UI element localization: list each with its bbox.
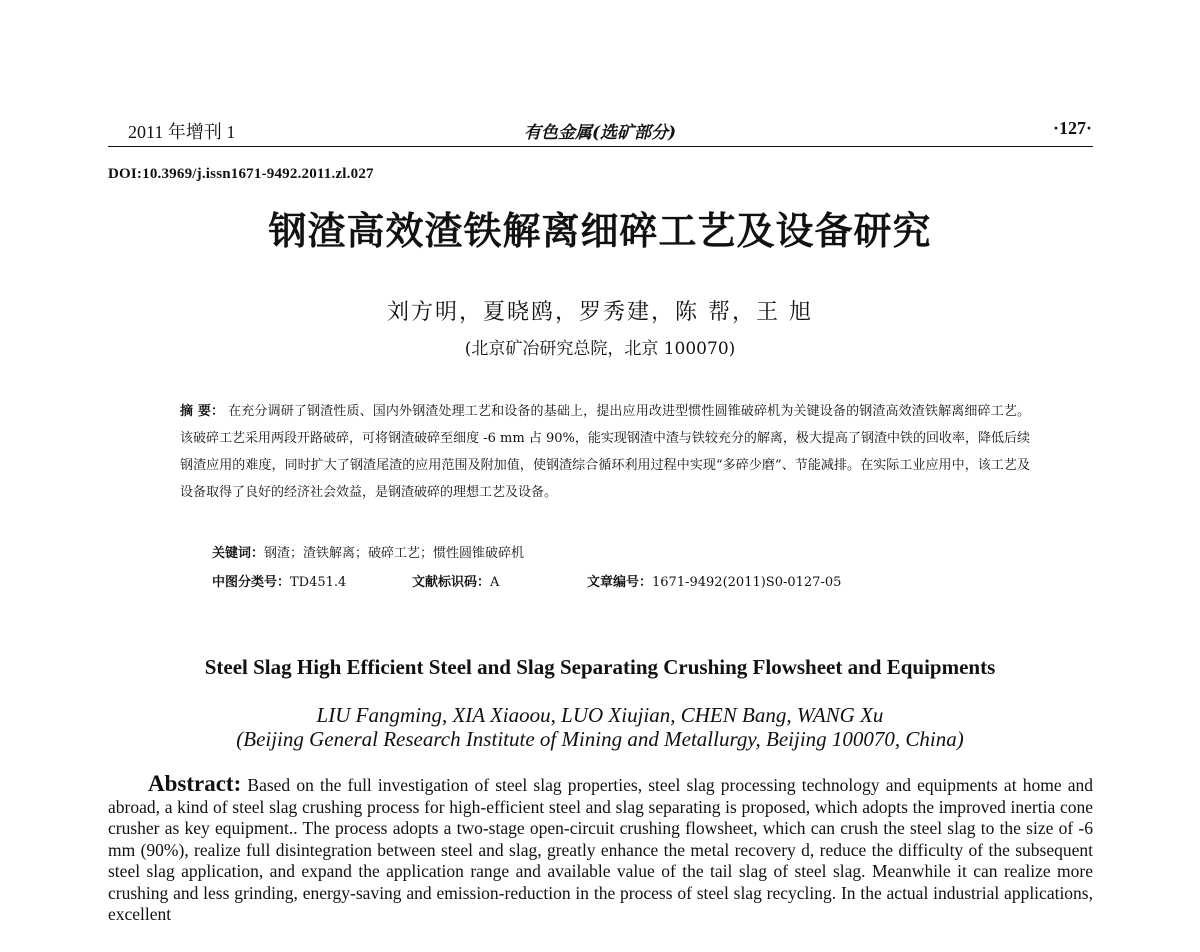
- doi: DOI:10.3969/j.issn1671-9492.2011.zl.027: [108, 166, 374, 182]
- clc-number: 中图分类号：TD451.4: [212, 575, 347, 590]
- affiliation-chinese: (北京矿冶研究总院，北京 100070): [464, 339, 736, 359]
- header-rule: [108, 146, 1093, 147]
- title-chinese: 钢渣高效渣铁解离细碎工艺及设备研究: [268, 208, 932, 253]
- abstract-english: [108, 773, 1093, 926]
- affiliation-english: (Beijing General Research Institute of Mining and Metallurgy, Beijing 100070, China): [236, 727, 964, 751]
- article-number: 文章编号：1671-9492(2011)S0-0127-05: [587, 575, 842, 590]
- keywords-text: 钢渣；渣铁解离；破碎工艺；惯性圆锥破碎机: [264, 546, 525, 561]
- abstract-english-text: Based on the full investigation of steel slag properties, steel slag processing technology and equipments at home and abroad, a kind of steel slag crushing process for high-efficient steel and slag separating is proposed, which adopts the improved inertia cone crusher as key equipment.. The process adopts a two-stage open-circuit crushing flowsheet, which can crush the steel slag to the size of -6 mm (90%), realize full disintegration between steel and slag, greatly enhance the metal recovery d, reduce the difficulty of the subsequent steel slag application, and expand the application range and available value of the tail slag of steel slag. Meanwhile it can realize more crushing and less grinding, energy-saving and emission-reduction in the process of steel slag recycling. In the actual industrial applications, excellent: [108, 775, 1093, 924]
- authors-english: LIU Fangming, XIA Xiaoou, LUO Xiujian, CHEN Bang, WANG Xu: [316, 703, 884, 727]
- keywords-label: 关键词：: [212, 546, 265, 561]
- journal-name: 有色金属(选矿部分): [523, 123, 677, 143]
- abstract-english-label: Abstract:: [148, 771, 242, 796]
- journal-issue: 2011 年增刊 1: [128, 122, 236, 142]
- abstract-chinese-text: 在充分调研了钢渣性质、国内外钢渣处理工艺和设备的基础上，提出应用改进型惯性圆锥破碎机为关键设备的钢渣高效渣铁解离细碎工艺。该破碎工艺采用两段开路破碎，可将钢渣破碎至细度 -6 mm 占 90%，能实现钢渣中渣与铁较充分的解离，极大提高了钢渣中铁的回收率，降低后续钢渣应用的难度，同时扩大了钢渣尾渣的应用范围及附加值，使钢渣综合循环利用过程中实现“多碎少磨”、节能减排。在实际工业应用中，该工艺及设备取得了良好的经济社会效益，是钢渣破碎的理想工艺及设备。: [180, 404, 1030, 500]
- title-english: Steel Slag High Efficient Steel and Slag Separating Crushing Flowsheet and Equipments: [204, 655, 996, 679]
- abstract-chinese: [180, 398, 1030, 506]
- classification-row: [212, 571, 841, 590]
- page-number: ·127·: [1052, 118, 1092, 138]
- document-code: 文献标识码：A: [412, 575, 500, 590]
- keywords-chinese: [212, 542, 524, 561]
- abstract-chinese-label: 摘 要：: [180, 404, 225, 419]
- authors-chinese: 刘方明，夏晓鸥，罗秀建，陈 帮，王 旭: [387, 300, 813, 325]
